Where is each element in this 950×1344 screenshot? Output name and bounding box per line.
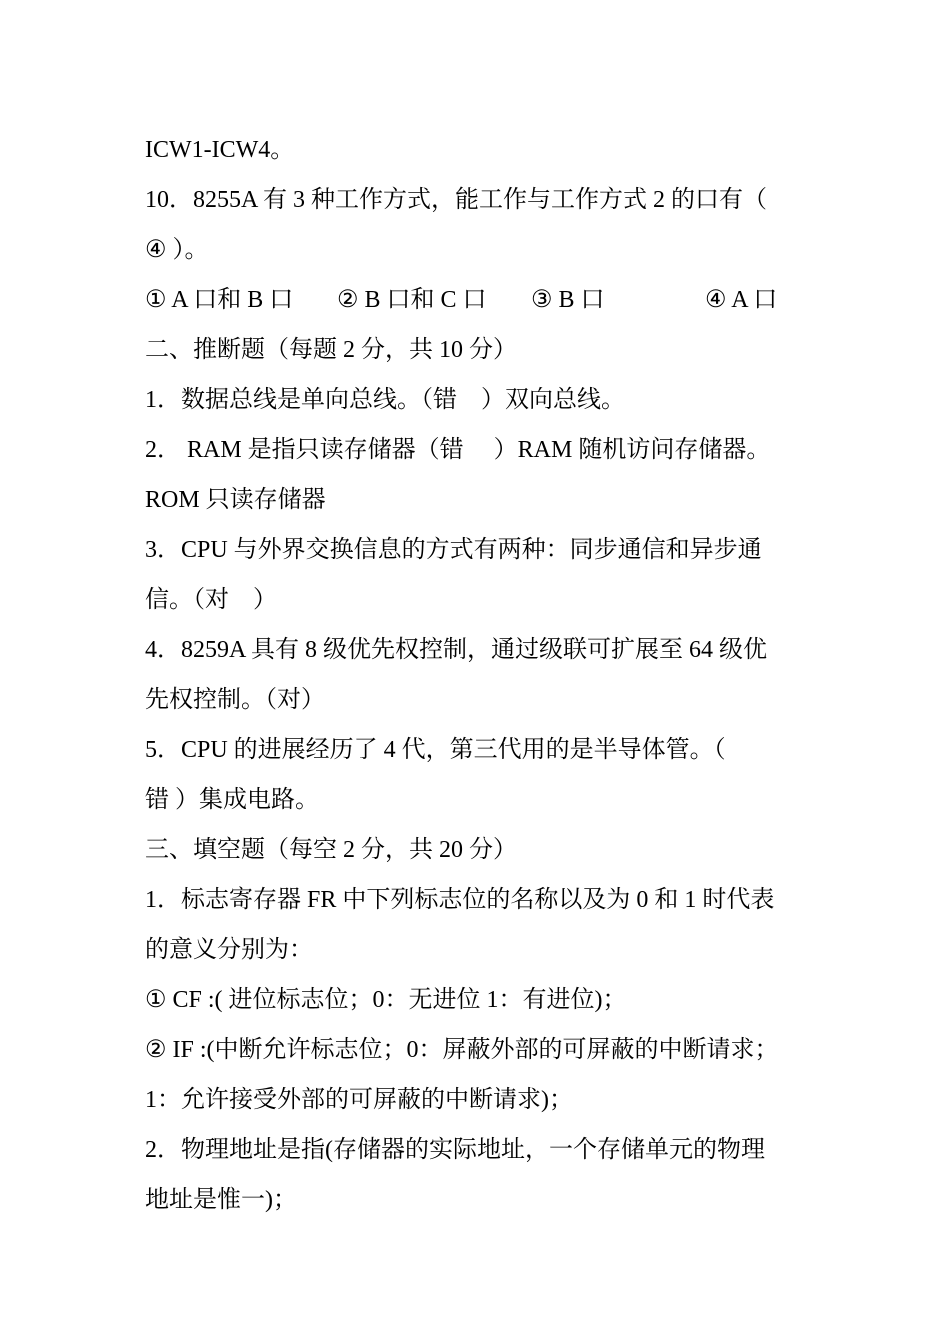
judgment-3-cont: 信。（对 ） (145, 587, 277, 613)
section-heading-judgment: 二、推断题（每题 2 分，共 10 分） (145, 337, 517, 363)
option-4: ④ A 口 (705, 287, 778, 313)
option-1: ① A 口和 B 口 (145, 287, 294, 313)
fill-2: 2．物理地址是指(存储器的实际地址，一个存储单元的物理 (145, 1137, 765, 1163)
judgment-3: 3．CPU 与外界交换信息的方式有两种：同步通信和异步通 (145, 537, 762, 563)
question-10-answer: ④ ）。 (145, 237, 209, 263)
fill-1: 1．标志寄存器 FR 中下列标志位的名称以及为 0 和 1 时代表 (145, 887, 775, 913)
fill-2-cont: 地址是惟一)； (145, 1187, 297, 1213)
judgment-4-cont: 先权控制。（对） (145, 687, 325, 713)
fill-1-if: ② IF :(中断允许标志位；0：屏蔽外部的可屏蔽的中断请求； (145, 1037, 779, 1063)
question-10-stem: 10．8255A 有 3 种工作方式，能工作与工作方式 2 的口有（ (145, 187, 768, 213)
fill-1-cf: ① CF :( 进位标志位；0：无进位 1：有进位)； (145, 987, 627, 1013)
fill-1-if-cont: 1：允许接受外部的可屏蔽的中断请求)； (145, 1087, 573, 1113)
fill-1-cont: 的意义分别为： (145, 937, 313, 963)
judgment-2-cont: ROM 只读存储器 (145, 487, 326, 513)
option-2: ② B 口和 C 口 (337, 287, 487, 313)
section-heading-fill-blank: 三、填空题（每空 2 分，共 20 分） (145, 837, 517, 863)
text-line-1: ICW1-ICW4。 (145, 137, 295, 163)
judgment-5: 5．CPU 的进展经历了 4 代，第三代用的是半导体管。（ (145, 737, 726, 763)
judgment-1: 1．数据总线是单向总线。（错 ）双向总线。 (145, 387, 625, 413)
judgment-2: 2． RAM 是指只读存储器（错 ）RAM 随机访问存储器。 (145, 437, 771, 463)
judgment-4: 4．8259A 具有 8 级优先权控制，通过级联可扩展至 64 级优 (145, 637, 768, 663)
option-3: ③ B 口 (531, 287, 605, 313)
judgment-5-cont: 错 ）集成电路。 (145, 787, 319, 813)
